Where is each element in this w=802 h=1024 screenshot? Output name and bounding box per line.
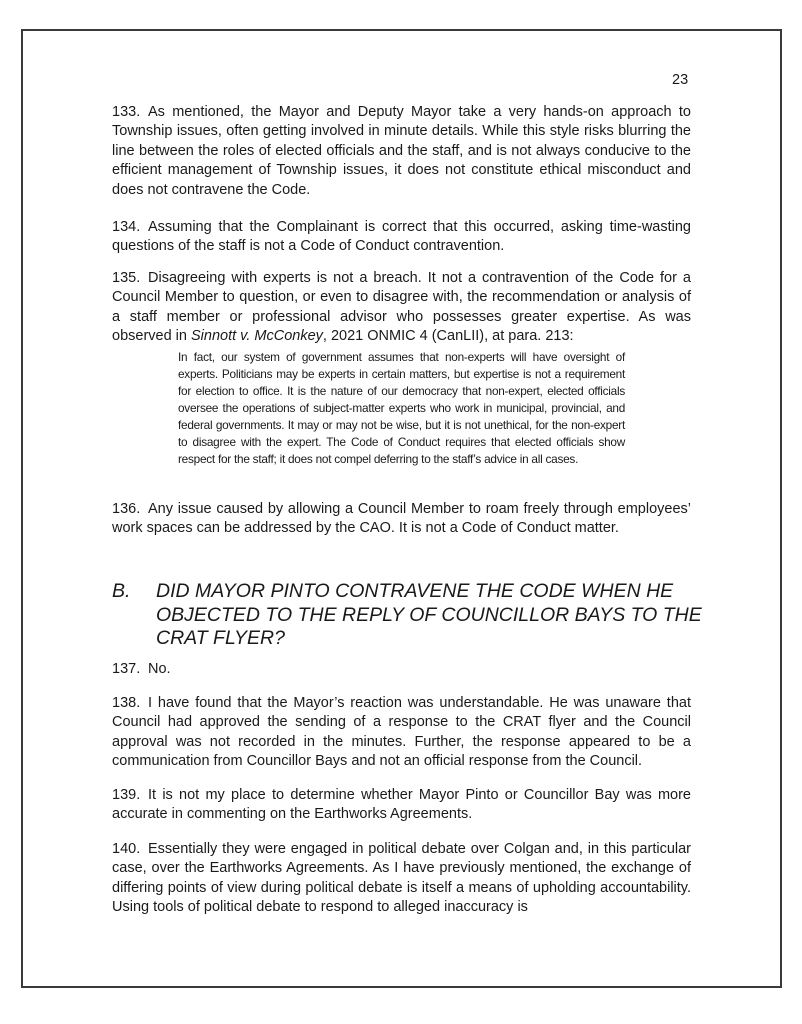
paragraph-text: Essentially they were engaged in political debate over Colgan and, in this particular case, over the Earthworks Agreements. As I have previously mentioned, the exchange of differing points of view during political debate is itself a means of upholding accountability. Using tools of political debate to respond to alleged inaccuracy is [112, 841, 691, 916]
paragraph-number: 140. [112, 841, 141, 857]
paragraph-139 [112, 786, 691, 825]
section-title: DID MAYOR PINTO CONTRAVENE THE CODE WHEN HE OBJECTED TO THE REPLY OF COUNCILLOR BAYS TO THE CRAT FLYER? [156, 580, 702, 649]
paragraph-number: 133. [112, 104, 141, 120]
paragraph-133 [112, 103, 691, 200]
page-number: 23 [672, 72, 689, 88]
paragraph-text: Assuming that the Complainant is correct that this occurred, asking time-wasting questions of the staff is not a Code of Conduct contravention. [112, 219, 691, 255]
paragraph-number: 134. [112, 219, 141, 235]
paragraph-number: 138. [112, 695, 141, 711]
paragraph-text: Any issue caused by allowing a Council Member to roam freely through employees’ work spaces can be addressed by the CAO. It is not a Code of Conduct matter. [112, 501, 691, 537]
paragraph-text: No. [148, 661, 171, 677]
paragraph-134 [112, 218, 691, 257]
paragraph-text: As mentioned, the Mayor and Deputy Mayor take a very hands-on approach to Township issues, often getting involved in minute details. While this style risks blurring the line between the roles of elected officials and the staff, and is not always conducive to the efficient management of Township issues, it does not constitute ethical misconduct and does not contravene the Code. [112, 104, 691, 198]
paragraph-text-cont: , 2021 ONMIC 4 (CanLII), at para. 213: [322, 328, 574, 345]
paragraph-136 [112, 500, 691, 539]
paragraph-number: 139. [112, 787, 141, 803]
paragraph-number: 135. [112, 270, 141, 286]
paragraph-number: 136. [112, 501, 141, 517]
paragraph-135 [112, 269, 691, 347]
paragraph-140 [112, 840, 691, 918]
paragraph-number: 137. [112, 661, 141, 677]
section-heading [112, 580, 702, 651]
section-letter: B. [112, 580, 131, 602]
paragraph-text: I have found that the Mayor’s reaction was understandable. He was unaware that Council had approved the sending of a response to the CRAT flyer and the Council approval was not recorded in the minutes. Further, the response appeared to be a communication from Councillor Bays and not an official response from the Council. [112, 695, 691, 770]
block-quote: In fact, our system of government assumes that non-experts will have oversight of experts. Politicians may be experts in certain matters, but expertise is not a requirement for election to office. It is the nature of our democracy that non-expert, elected officials oversee the operations of subject-matter experts who work in municipal, provincial, and federal governments. It may or may not be wise, but it is not unethical, for the non-expert to disagree with the expert. The Code of Conduct requires that elected officials show respect for the staff; it does not compel deferring to the staff’s advice in all cases. [178, 350, 625, 466]
paragraph-text: Disagreeing with experts is not a breach. It not a contravention of the Code for a Council Member to question, or even to disagree with, the recommendation or analysis of a staff member or professional advisor who possesses greater expertise. As was observed in [112, 270, 691, 345]
paragraph-138 [112, 694, 691, 772]
case-citation: Sinnott v. McConkey [191, 328, 323, 345]
paragraph-text: It is not my place to determine whether Mayor Pinto or Councillor Bay was more accurate in commenting on the Earthworks Agreements. [112, 787, 691, 823]
paragraph-137 [112, 660, 691, 679]
